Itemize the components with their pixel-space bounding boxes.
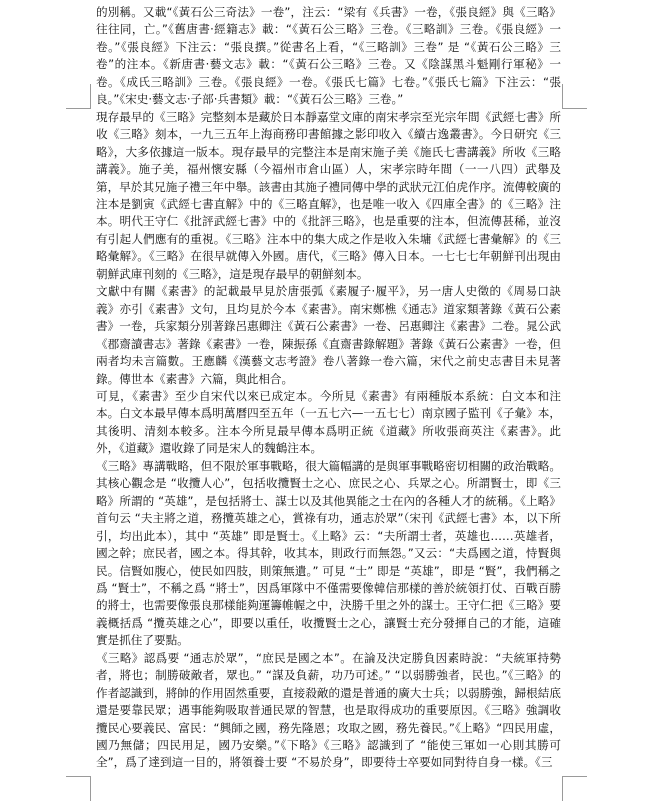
paragraph-sushu-records: 文獻中有關《素書》的記載最早見於唐張弧《素履子·履平》，另一唐人史徵的《周易口訣義》亦引《素書》文句，且均見於今本《素書》。南宋鄭樵《通志》道家類著錄《黃石公素書》一卷，兵家類分別著錄呂惠卿注《黃石公素書》一卷、呂惠卿注《素書》二卷。晁公武《郡齋讀書志》著錄《素書》一卷，陳振孫《直齋書錄解題》著錄《黃石公素書》一卷，但兩者均未言篇數。王應麟《漢藝文志考證》卷八著錄一卷六篇，宋代之前史志書目未見著錄。傳世本《素書》六篇，與此相合。: [96, 284, 561, 386]
crop-mark-top-left: [66, 84, 91, 109]
paragraph-sanlue-people: 《三略》認爲要 “通志於眾”，“庶民是國之本”。在論及決定勝負因素時說：“夫統軍持勢者，將也；制勝破敵者，眾也。” “謀及負薪，功乃可述。” “以弱勝強者，民也。”《三略》的作者認識到，將帥的作用固然重要，直接殺敵的還是普通的廣大士兵；以弱勝強，歸根結底還是要靠民眾；遇事能夠吸取普通民眾的智慧，也是取得成功的重要原因。《三略》強調收攬民心要義民、富民：“興師之國，務先隆恩；攻取之國，務先養民。”《上略》“四民用虛，國乃無儲；四民用足，國乃安樂。”《下略》《三略》認識到了 “能使三軍如一心則其勝可全”，爲了達到這一目的，將領養士要 “不易於身”，即要待士卒要如同對待自身一樣。《三: [96, 650, 561, 770]
paragraph-sushu-editions: 可見，《素書》至少自宋代以來已成定本。今所見《素書》有兩種版本系統：白文本和注本。白文本最早傳本爲明萬曆四至五年（一五七六—一五七七）南京國子監刊《子彙》本，其後明、清刻本較多。注本今所見最早傳本爲明正統《道藏》所收張商英注《素書》。此外，《道藏》還收錄了同是宋人的魏鶴注本。: [96, 388, 561, 456]
body-text: [96, 4, 561, 772]
crop-mark-bottom-right: [562, 776, 587, 801]
paragraph-continued: 的別稱。又載“《黃石公三奇法》一卷”，注云：“梁有《兵書》一卷，《張良經》與《三略》往往同，亡。”《舊唐書·經籍志》載：“《黃石公三略》三卷。《三略訓》三卷。《張良經》一卷。”《張良經》下注云：“張良撰。”從書名上看，“《三略訓》三卷” 是 “《黃石公三略》三卷”的注本。《新唐書·藝文志》載：“《黃石公三略》三卷。又《陰謀黑斗魁剛行軍秘》一卷。《成氏三略訓》三卷。《張良經》一卷。《張氏七篇》七卷。”《張氏七篇》下注云：“張良。”《宋史·藝文志·子部·兵書類》載：“《黃石公三略》三卷。”: [96, 5, 561, 107]
paragraph-sanlue-strategy: 《三略》專講戰略，但不限於軍事戰略，很大篇幅講的是與軍事戰略密切相關的政治戰略。其核心觀念是 “收攬人心”，包括收攬賢士之心、庶民之心、兵眾之心。所謂賢士，即《三略》所謂的 “英雄”，是包括將士、謀士以及其他異能之士在內的各種人才的統稱。《上略》首句云 “夫主將之道，務攬英雄之心，賞祿有功，通志於眾”（宋刊《武經七書》本，以下所引，均出此本），其中 “英雄” 即是賢士。《上略》云：“夫所謂士者，英雄也……英雄者，國之幹；庶民者，國之本。得其幹，收其本，則政行而無怨。”又云：“夫爲國之道，恃賢與民。信賢如腹心，使民如四肢，則策無遺。” 可見 “士” 即是 “英雄”，即是 “賢”，我們稱之爲 “賢士”，不稱之爲 “將士”，因爲軍隊中不僅需要像韓信那樣的善於統領打仗、百戰百勝的將士，也需要像張良那樣能夠運籌帷幄之中，決勝千里之外的謀士。王守仁把《三略》要義概括爲 “攬英雄之心”，即要以重任，收攬賢士之心，讓賢士充分發揮自己的才能，這確實是抓住了要點。: [96, 458, 561, 648]
paragraph-sanlue-editions: 現存最早的《三略》完整刻本是藏於日本靜嘉堂文庫的南宋孝宗至光宗年間《武經七書》所收《三略》刻本，一九三五年上海商務印書館據之影印收入《續古逸叢書》。今日研究《三略》，大多依據這一版本。現存最早的完整注本是南宋施子美《施氏七書講義》所收《三略講義》。施子美，福州懷安縣（今福州市倉山區）人，宋孝宗時年間（一一八四）武舉及第，早於其兄施子禮三年中舉。該書由其施子禮同傳中學的武狀元江伯虎作序。流傳較廣的注本是劉寅《武經七書直解》中的《三略直解》，也是唯一收入《四庫全書》的《三略》注本。明代王守仁《批評武經七書》中的《批評三略》，也是重要的注本，但流傳甚稀，並沒有引起人們應有的重視。《三略》注本中的集大成之作是收入朱墉《武經七書彙解》的《三略彙解》。《三略》在很早就傳入外國。唐代，《三略》傳入日本。一七七七年朝鮮刊出現由朝鮮武庫刊刻的《三略》，這是現存最早的朝鮮刻本。: [96, 109, 561, 281]
crop-mark-top-right: [562, 84, 587, 109]
crop-mark-bottom-left: [66, 776, 91, 801]
